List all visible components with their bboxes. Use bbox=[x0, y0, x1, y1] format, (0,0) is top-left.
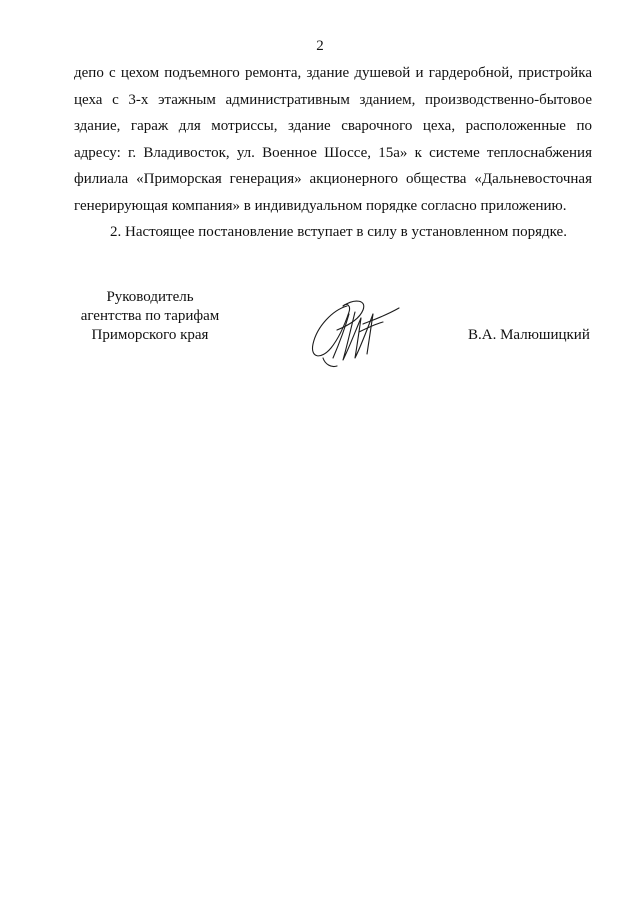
paragraph-2: 2. Настоящее постановление вступает в силу в установленном порядке. bbox=[110, 224, 567, 240]
signatory-title-line: агентства по тарифам bbox=[80, 308, 220, 324]
paragraph-1-line: здание, гараж для мотриссы, здание сварочного цеха, расположенные по bbox=[74, 118, 592, 134]
signatory-name: В.А. Малюшицкий bbox=[468, 327, 590, 343]
paragraph-1-line: филиала «Приморская генерация» акционерного общества «Дальневосточная bbox=[74, 171, 592, 187]
signatory-title bbox=[60, 288, 240, 345]
signatory-title-line: Приморского края bbox=[91, 327, 209, 343]
signatory-title-line: Руководитель bbox=[106, 289, 194, 305]
document-body bbox=[74, 60, 592, 246]
paragraph-1-line: цеха с 3-х этажным административным зданием, производственно-бытовое bbox=[74, 91, 592, 108]
handwritten-signature bbox=[303, 288, 408, 370]
paragraph-1-line: депо с цехом подъемного ремонта, здание душевой и гардеробной, пристройка bbox=[74, 65, 592, 81]
paragraph-1-line: адресу: г. Владивосток, ул. Военное Шоссе, 15а» к системе теплоснабжения bbox=[74, 144, 592, 161]
paragraph-1-line: генерирующая компания» в индивидуальном порядке согласно приложению. bbox=[74, 197, 567, 214]
paragraph-1 bbox=[74, 60, 592, 219]
page-number: 2 bbox=[316, 38, 324, 54]
